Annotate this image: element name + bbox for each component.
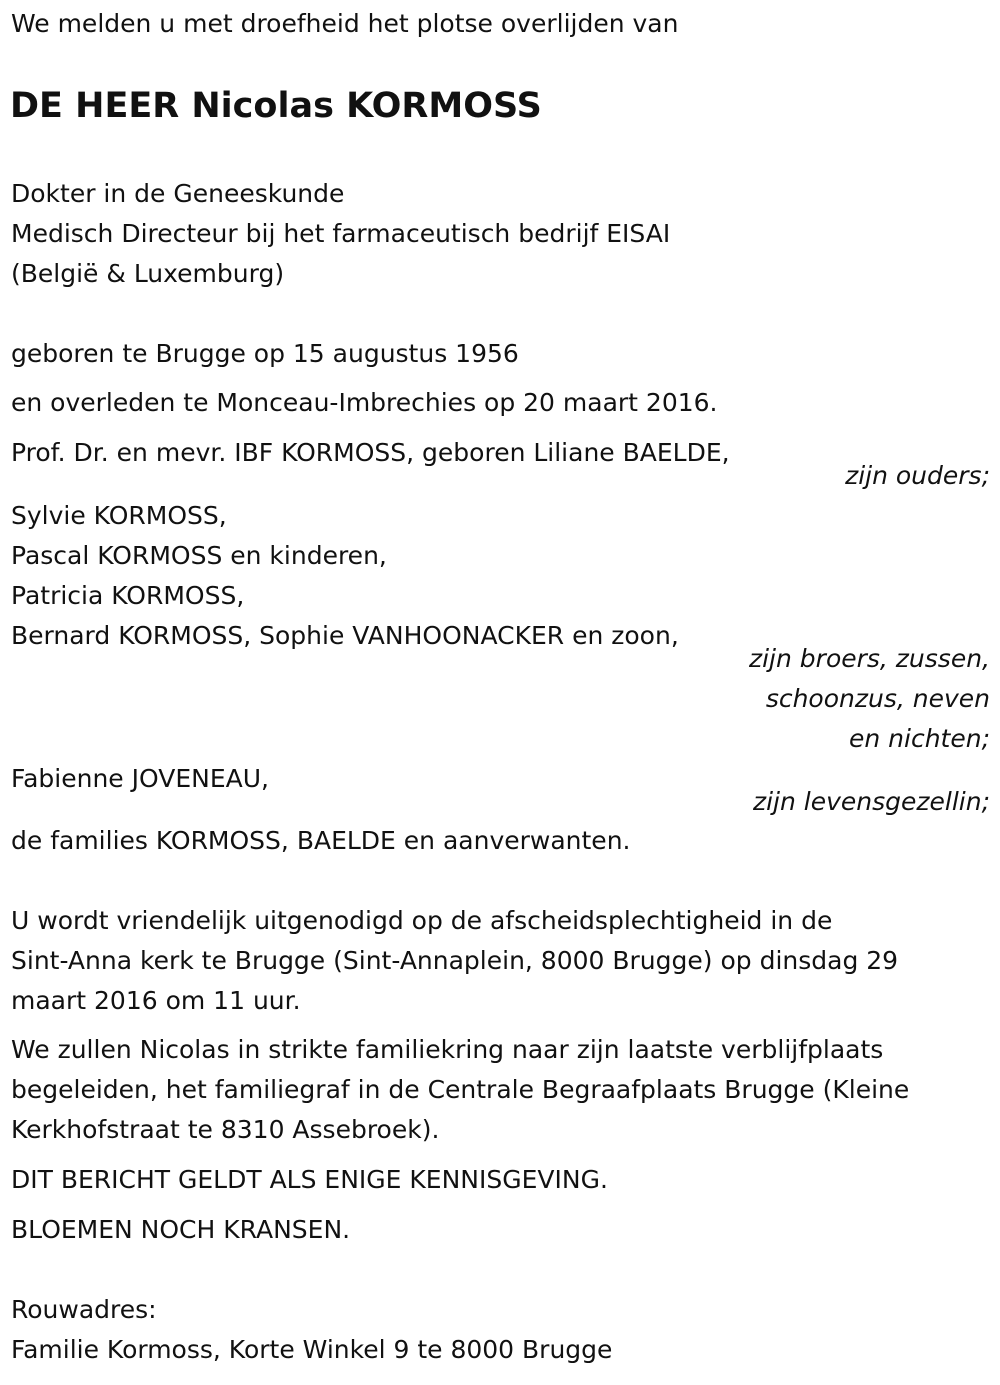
sibling-line: Sylvie KORMOSS, — [11, 501, 227, 530]
burial-line: begeleiden, het familiegraf in de Centrale Begraafplaats Brugge (Kleine — [11, 1075, 910, 1104]
notice-text: DIT BERICHT GELDT ALS ENIGE KENNISGEVING. — [11, 1165, 608, 1194]
address-text: Familie Kormoss, Korte Winkel 9 te 8000 Brugge — [11, 1335, 613, 1364]
flowers-text: BLOEMEN NOCH KRANSEN. — [11, 1215, 351, 1244]
sibling-line: Pascal KORMOSS en kinderen, — [11, 541, 387, 570]
ceremony-line: U wordt vriendelijk uitgenodigd op de afscheidsplechtigheid in de — [11, 906, 833, 935]
address-label: Rouwadres: — [11, 1295, 157, 1324]
parents-relation: zijn ouders; — [845, 461, 990, 490]
birth-text: geboren te Brugge op 15 augustus 1956 — [11, 339, 519, 368]
partner-name: Fabienne JOVENEAU, — [11, 764, 269, 793]
death-text: en overleden te Monceau-Imbrechies op 20 maart 2016. — [11, 388, 718, 417]
deceased-name-heading: DE HEER Nicolas KORMOSS — [10, 86, 542, 126]
siblings-relation: zijn broers, zussen, — [748, 644, 990, 673]
occupation-line: Medisch Directeur bij het farmaceutisch bedrijf EISAI — [11, 219, 671, 248]
siblings-relation: schoonzus, neven — [765, 684, 990, 713]
parents-names: Prof. Dr. en mevr. IBF KORMOSS, geboren Liliane BAELDE, — [11, 438, 730, 467]
siblings-relation: en nichten; — [848, 724, 990, 753]
occupation-line: Dokter in de Geneeskunde — [11, 179, 345, 208]
sibling-line: Patricia KORMOSS, — [11, 581, 245, 610]
ceremony-line: maart 2016 om 11 uur. — [11, 986, 301, 1015]
burial-line: We zullen Nicolas in strikte familiekring naar zijn laatste verblijfplaats — [11, 1035, 884, 1064]
ceremony-line: Sint-Anna kerk te Brugge (Sint-Annaplein, 8000 Brugge) op dinsdag 29 — [11, 946, 899, 975]
partner-relation: zijn levensgezellin; — [752, 787, 990, 816]
intro-text: We melden u met droefheid het plotse overlijden van — [11, 9, 679, 38]
families-text: de families KORMOSS, BAELDE en aanverwanten. — [11, 826, 631, 855]
sibling-line: Bernard KORMOSS, Sophie VANHOONACKER en zoon, — [11, 621, 679, 650]
occupation-line: (België & Luxemburg) — [11, 259, 285, 288]
burial-line: Kerkhofstraat te 8310 Assebroek). — [11, 1115, 440, 1144]
